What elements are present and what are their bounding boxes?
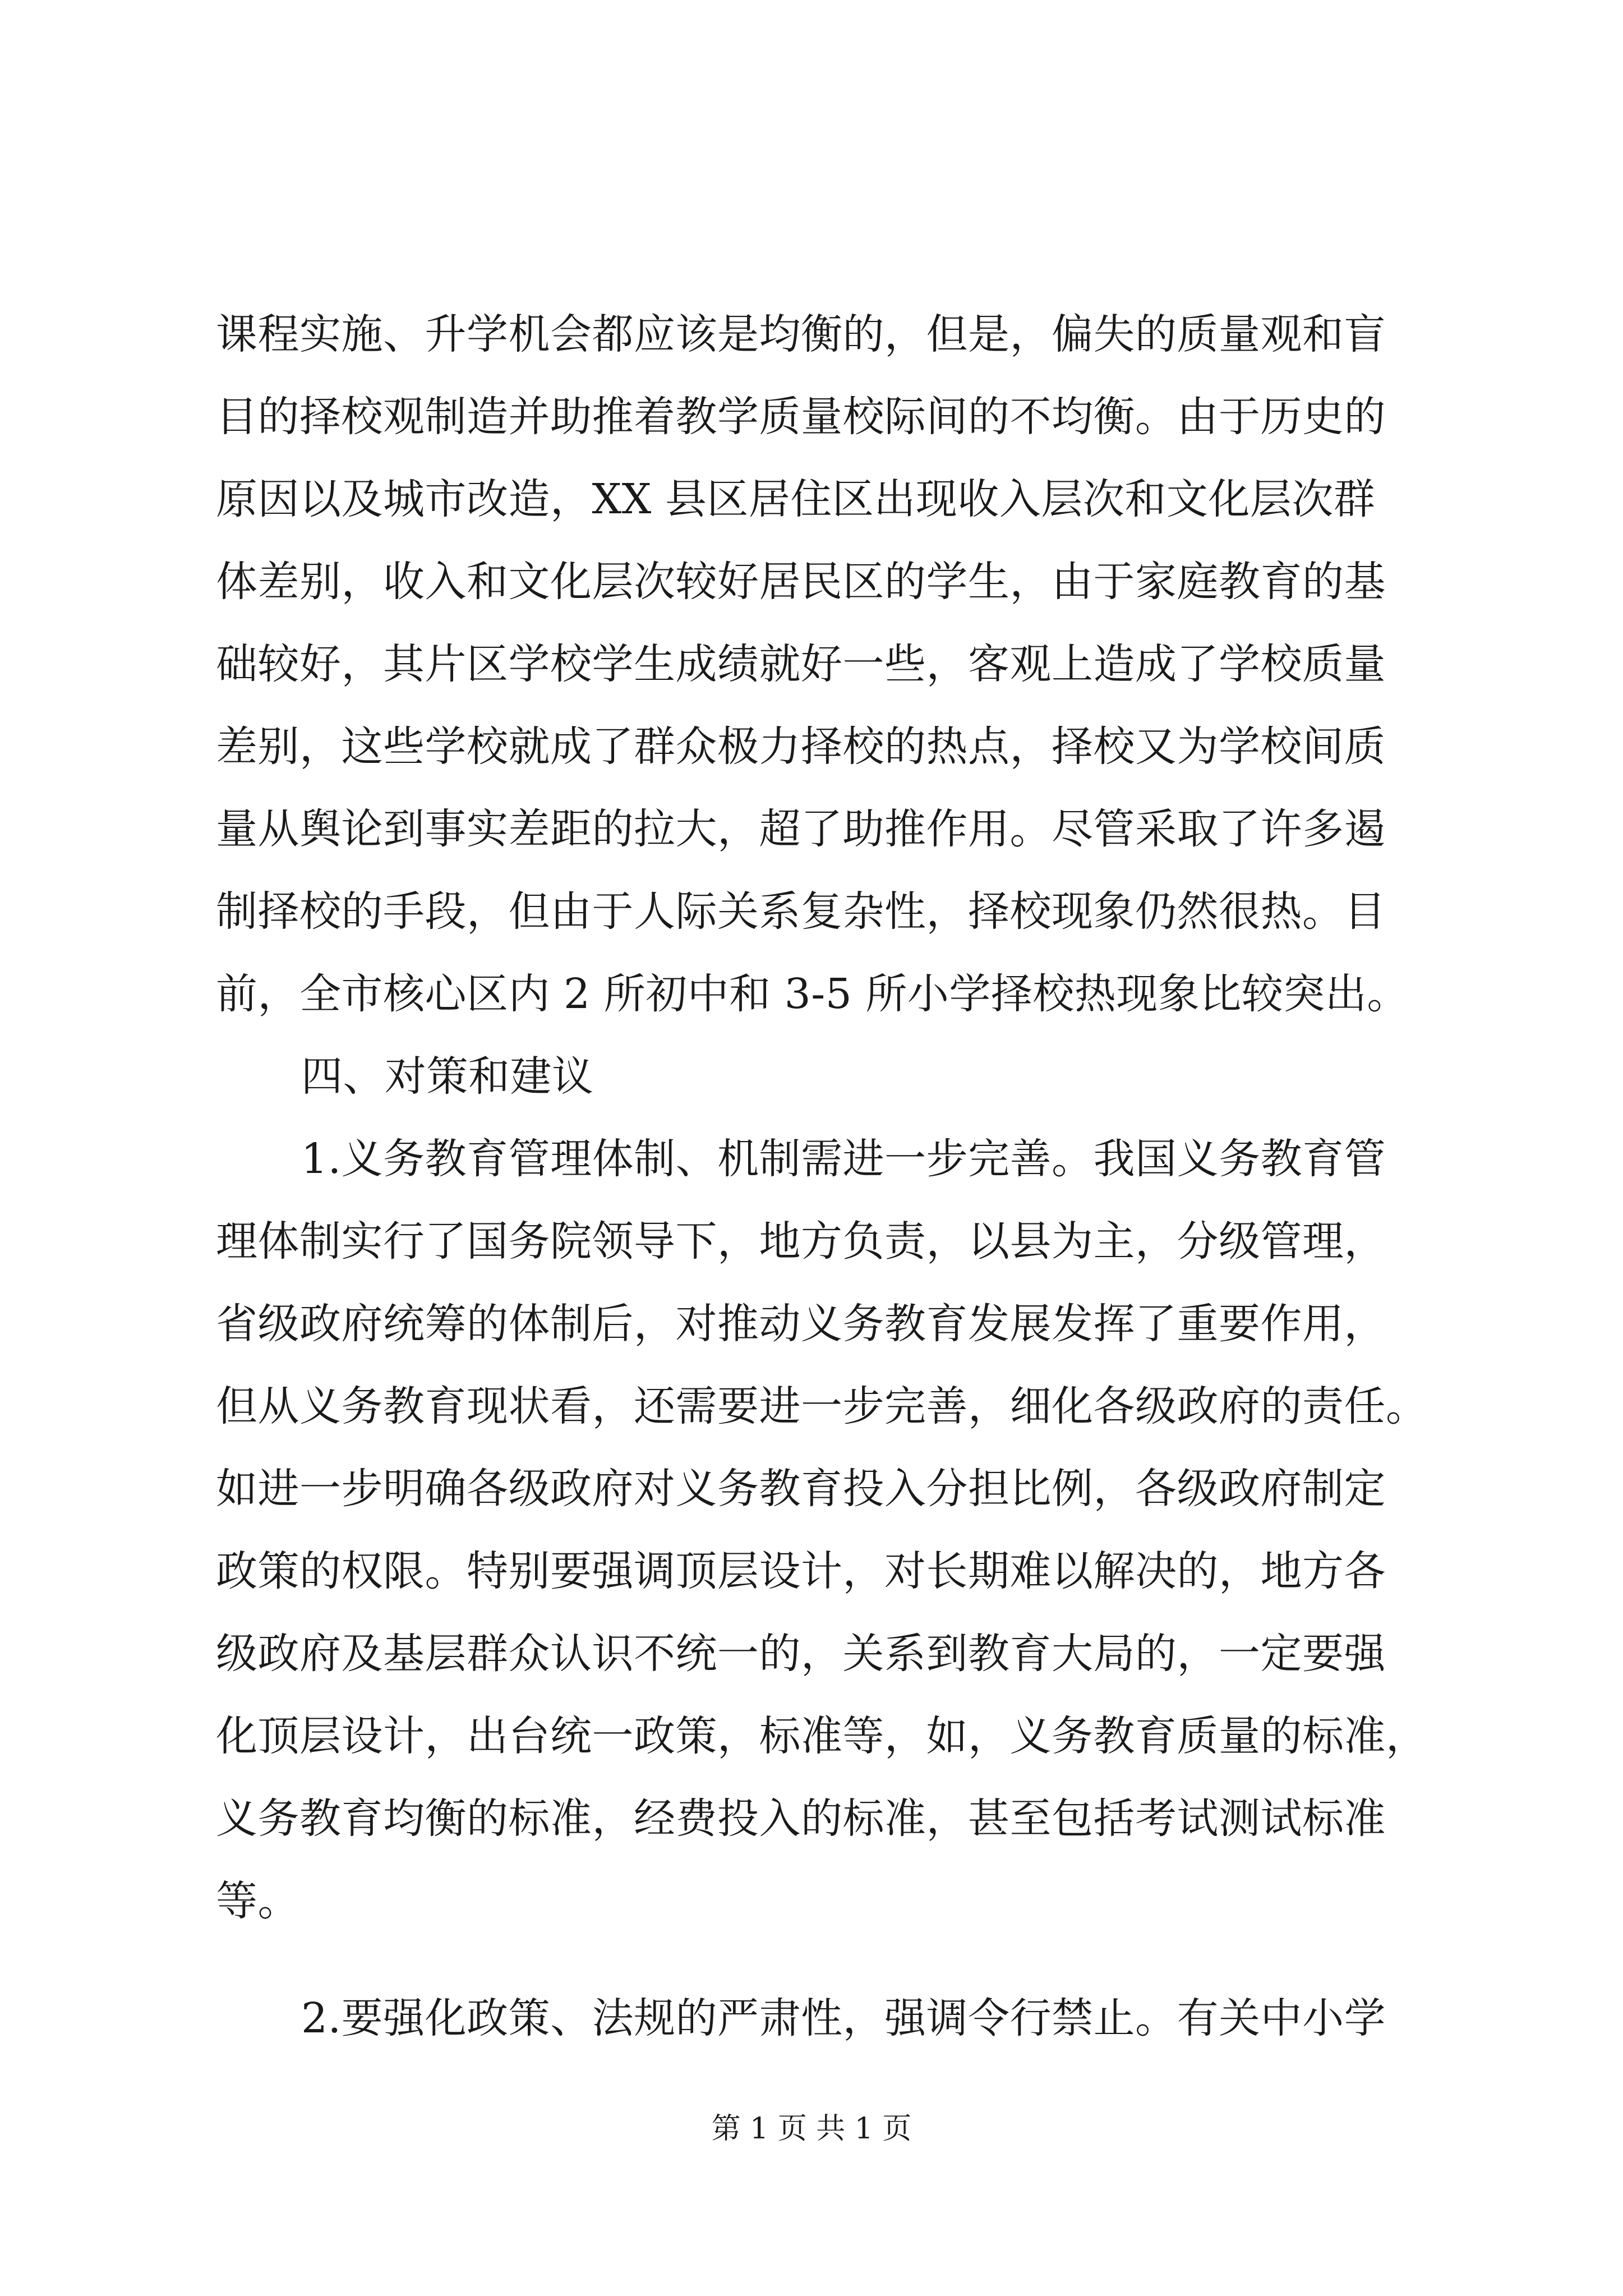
text-line: 课程实施、升学机会都应该是均衡的，但是，偏失的质量观和盲 <box>216 310 1386 358</box>
text-line: 但从义务教育现状看，还需要进一步完善，细化各级政府的责任。 <box>216 1382 1428 1430</box>
section-heading: 四、对策和建议 <box>301 1052 594 1101</box>
text-line: 级政府及基层群众认识不统一的，关系到教育大局的，一定要强 <box>216 1630 1386 1678</box>
text-line: 1.义务教育管理体制、机制需进一步完善。我国义务教育管 <box>301 1135 1386 1183</box>
paragraph <box>216 1118 1450 1943</box>
page-footer <box>0 2106 1623 2151</box>
paragraph-gap <box>216 1943 1450 1977</box>
paragraph <box>216 293 1450 1036</box>
text-line: 理体制实行了国务院领导下，地方负责，以县为主，分级管理， <box>216 1217 1386 1266</box>
text-line: 原因以及城市改造，XX 县区居住区出现收入层次和文化层次群 <box>216 475 1376 523</box>
text-line: 量从舆论到事实差距的拉大，超了助推作用。尽管采取了许多遏 <box>216 805 1386 853</box>
text-line: 化顶层设计，出台统一政策，标准等，如，义务教育质量的标准， <box>216 1712 1428 1760</box>
text-line: 义务教育均衡的标准，经费投入的标准，甚至包括考试测试标准 <box>216 1795 1386 1843</box>
page-number: 第 1 页 共 1 页 <box>711 2112 912 2146</box>
text-line: 2.要强化政策、法规的严肃性，强调令行禁止。有关中小学 <box>301 1994 1386 2042</box>
text-line: 目的择校观制造并助推着教学质量校际间的不均衡。由于历史的 <box>216 393 1386 441</box>
text-line: 前，全市核心区内 2 所初中和 3-5 所小学择校热现象比较突出。 <box>216 970 1409 1018</box>
text-line: 政策的权限。特别要强调顶层设计，对长期难以解决的，地方各 <box>216 1547 1386 1595</box>
text-line: 础较好，其片区学校学生成绩就好一些，客观上造成了学校质量 <box>216 640 1386 688</box>
text-line: 省级政府统筹的体制后，对推动义务教育发展发挥了重要作用， <box>216 1300 1386 1348</box>
text-line: 制择校的手段，但由于人际关系复杂性，择校现象仍然很热。目 <box>216 887 1386 936</box>
text-line: 体差别，收入和文化层次较好居民区的学生，由于家庭教育的基 <box>216 558 1386 606</box>
text-line: 差别，这些学校就成了群众极力择校的热点，择校又为学校间质 <box>216 723 1386 771</box>
text-line: 等。 <box>216 1877 299 1925</box>
text-line: 如进一步明确各级政府对义务教育投入分担比例，各级政府制定 <box>216 1465 1386 1513</box>
paragraph <box>216 1977 1450 2060</box>
document-body <box>216 293 1450 2060</box>
